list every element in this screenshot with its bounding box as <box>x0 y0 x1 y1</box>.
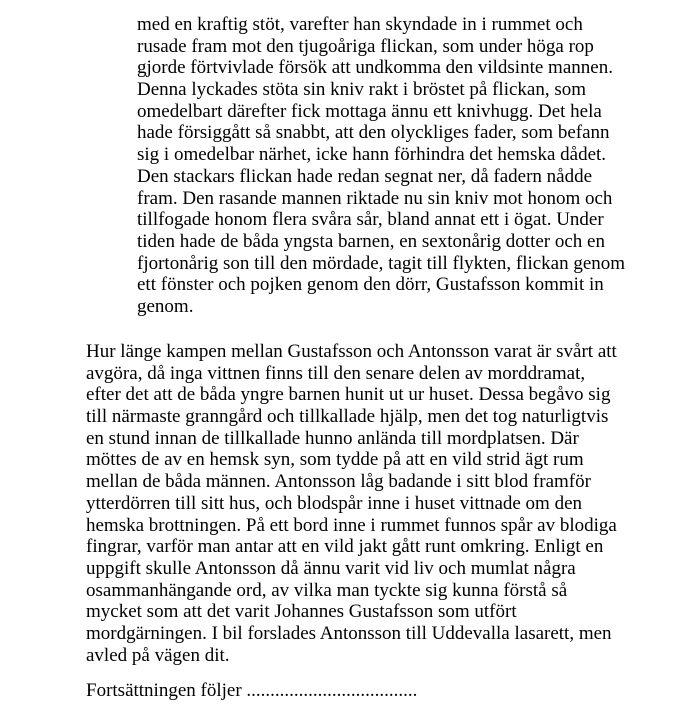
text-line: gjorde förtvivlade försök att undkomma den vildsinte mannen. <box>137 57 613 79</box>
text-line: tiden hade de båda yngsta barnen, en sextonårig dotter och en <box>137 230 605 252</box>
text-line: till närmaste granngård och tillkallade hjälp, men det tog naturligtvis <box>86 406 609 428</box>
text-line: genom. <box>137 295 194 317</box>
text-line: mycket som att det varit Johannes Gustafsson som utfört <box>86 601 517 623</box>
text-line: fingrar, varför man antar att en vild jakt gått runt omkring. Enligt en <box>86 536 604 558</box>
text-line: efter det att de båda yngre barnen hunit ut ur huset. Dessa begåvo sig <box>86 384 611 406</box>
text-line: Denna lyckades stöta sin kniv rakt i bröstet på flickan, som <box>137 79 587 101</box>
text-line: med en kraftig stöt, varefter han skyndade in i rummet och <box>137 14 583 35</box>
main-paragraph <box>86 341 617 666</box>
text-line: mellan de båda männen. Antonsson låg badande i sitt blod framför <box>86 471 591 493</box>
text-line: avled på vägen dit. <box>86 644 230 666</box>
text-line: ytterdörren till sitt hus, och blodspår inne i huset vittnade om den <box>86 492 583 514</box>
indented-paragraph <box>137 14 625 318</box>
text-line: osammanhängande ord, av vilka man tyckte sig kunna förstå så <box>86 579 568 601</box>
text-line: fram. Den rasande mannen riktade nu sin kniv mot honom och <box>137 187 613 209</box>
text-line: Den stackars flickan hade redan segnat ner, då fadern nådde <box>137 165 593 187</box>
text-line: mordgärningen. I bil forslades Antonsson till Uddevalla lasarett, men <box>86 622 612 644</box>
text-line: hade försiggått så snabbt, att den olyckliges fader, som befann <box>137 122 610 144</box>
text-line: ett fönster och pojken genom den dörr, Gustafsson kommit in <box>137 274 604 296</box>
text-line: sig i omedelbar närhet, icke hann förhindra det hemska dådet. <box>137 144 607 166</box>
continuation-text: Fortsättningen följer .................................... <box>86 680 418 701</box>
text-line: en stund innan de tillkallade hunno anlända till mordplatsen. Där <box>86 427 579 449</box>
text-line: fjortonårig son till den mördade, tagit till flykten, flickan genom <box>137 252 626 274</box>
text-line: hemska brottningen. På ett bord inne i rummet funnos spår av blodiga <box>86 514 617 536</box>
text-line: uppgift skulle Antonsson då ännu varit vid liv och mumlat några <box>86 557 576 579</box>
continuation-note <box>86 680 417 702</box>
text-line: tillfogade honom flera svåra sår, bland annat ett i ögat. Under <box>137 209 604 231</box>
text-line: Hur länge kampen mellan Gustafsson och Antonsson varat är svårt att <box>86 341 617 362</box>
text-line: avgöra, då inga vittnen finns till den senare delen av morddramat, <box>86 362 586 384</box>
text-line: omedelbart därefter fick mottaga ännu ett knivhugg. Det hela <box>137 100 602 122</box>
text-line: möttes de av en hemsk syn, som tydde på att en vild strid ägt rum <box>86 449 584 471</box>
text-line: rusade fram mot den tjugoåriga flickan, som under höga rop <box>137 35 594 57</box>
